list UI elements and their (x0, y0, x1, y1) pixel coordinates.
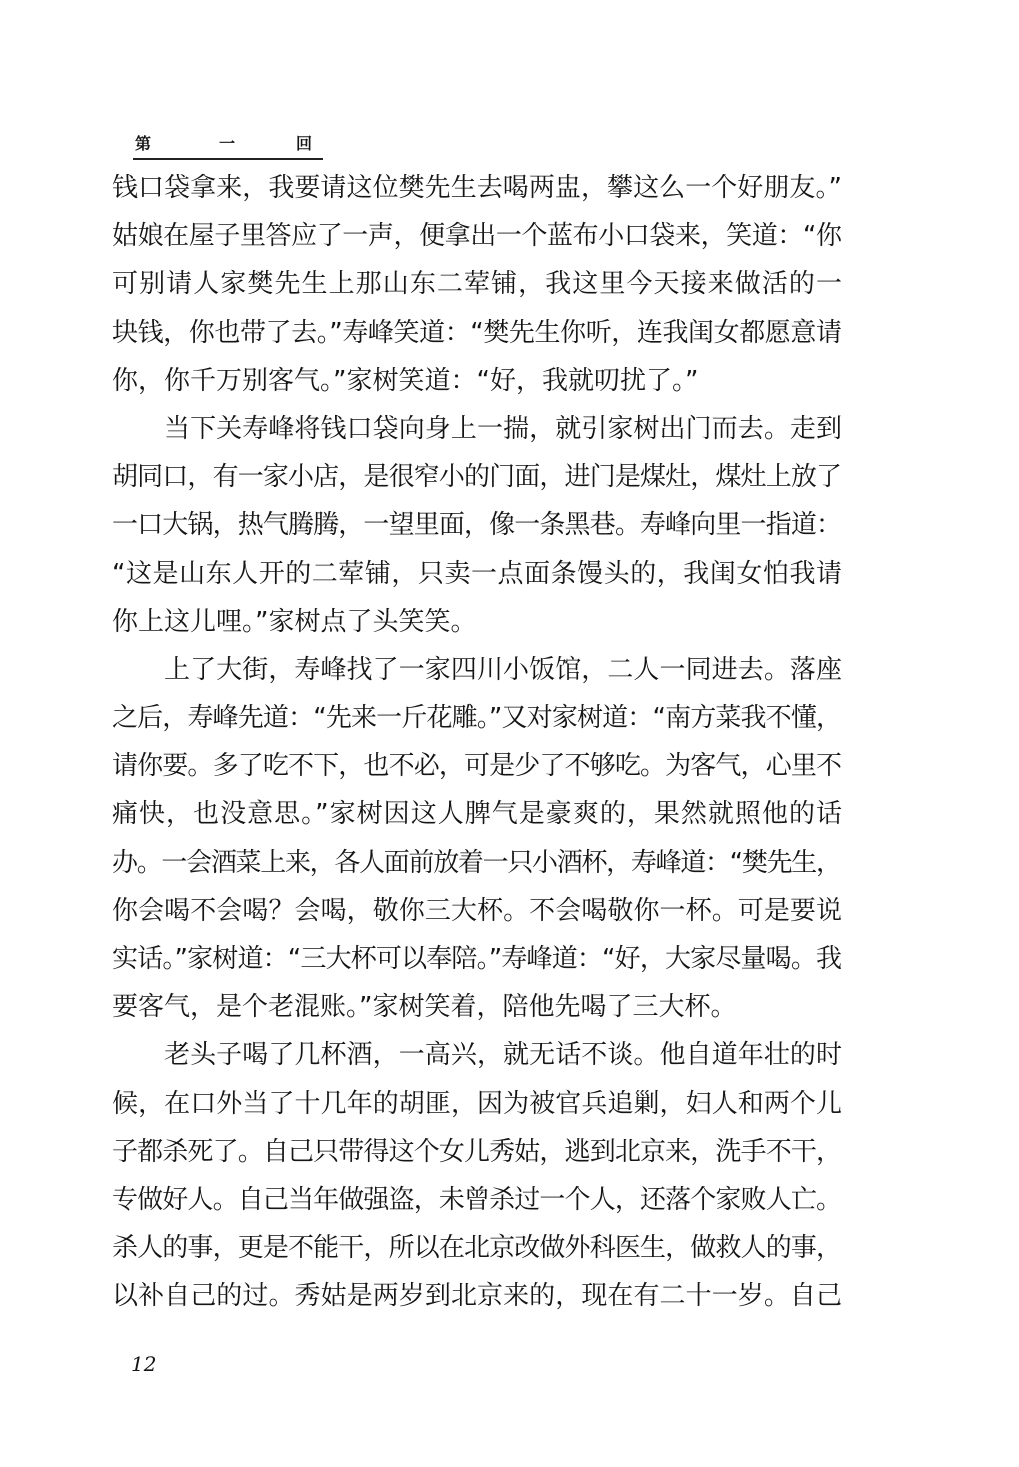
text-line: 姑娘在屋子里答应了一声，便拿出一个蓝布小口袋来，笑道：“你 (112, 221, 842, 252)
text-line: 专做好人。自己当年做强盗，未曾杀过一个人，还落个家败人亡。 (112, 1184, 842, 1215)
text-line: 可别请人家樊先生上那山东二荤铺，我这里今天接来做活的一 (112, 269, 844, 300)
text-line: 胡同口，有一家小店，是很窄小的门面，进门是煤灶，煤灶上放了 (112, 462, 842, 493)
page-number: 12 (131, 1352, 157, 1376)
text-line: “这是山东人开的二荤铺，只卖一点面条馒头的，我闺女怕我请 (112, 558, 843, 589)
text-line: 上了大街，寿峰找了一家四川小饭馆，二人一同进去。落座 (164, 654, 843, 685)
text-line: 你，你千万别客气。”家树笑道：“好，我就叨扰了。” (112, 365, 699, 396)
text-line: 老头子喝了几杯酒，一高兴，就无话不谈。他自道年壮的时 (164, 1040, 843, 1071)
text-line: 你会喝不会喝？会喝，敬你三大杯。不会喝敬你一杯。可是要说 (112, 895, 843, 926)
chapter-header-suffix: 回 (296, 134, 313, 153)
text-line: 一口大锅，热气腾腾，一望里面，像一条黑巷。寿峰向里一指道： (112, 510, 842, 541)
chapter-header-prefix: 第 (135, 134, 152, 153)
text-line: 子都杀死了。自己只带得这个女儿秀姑，逃到北京来，洗手不干， (112, 1136, 842, 1167)
text-line: 杀人的事，更是不能干，所以在北京改做外科医生，做救人的事， (112, 1233, 842, 1264)
chapter-header-number: 一 (219, 134, 236, 153)
text-line: 当下关寿峰将钱口袋向身上一揣，就引家树出门而去。走到 (164, 413, 843, 444)
text-line: 以补自己的过。秀姑是两岁到北京来的，现在有二十一岁。自己 (112, 1281, 843, 1312)
text-line: 之后，寿峰先道：“先来一斤花雕。”又对家树道：“南方菜我不懂， (112, 703, 842, 734)
text-line: 钱口袋拿来，我要请这位樊先生去喝两盅，攀这么一个好朋友。” (112, 173, 843, 203)
text-line: 块钱，你也带了去。”寿峰笑道：“樊先生你听，连我闺女都愿意请 (112, 317, 842, 348)
body-text (112, 164, 842, 1321)
text-line: 痛快，也没意思。”家树因这人脾气是豪爽的，果然就照他的话 (112, 799, 844, 830)
text-line: 请你要。多了吃不下，也不必，可是少了不够吃。为客气，心里不 (112, 751, 842, 782)
text-line: 办。一会酒菜上来，各人面前放着一只小酒杯，寿峰道：“樊先生， (112, 847, 841, 878)
text-line: 候，在口外当了十几年的胡匪，因为被官兵追剿，妇人和两个儿 (112, 1088, 843, 1119)
text-line: 要客气，是个老混账。”家树笑着，陪他先喝了三大杯。 (112, 992, 737, 1023)
text-line: 实话。”家树道：“三大杯可以奉陪。”寿峰道：“好，大家尽量喝。我 (112, 944, 842, 974)
chapter-header (133, 132, 323, 160)
text-line: 你上这儿哩。”家树点了头笑笑。 (112, 606, 477, 637)
